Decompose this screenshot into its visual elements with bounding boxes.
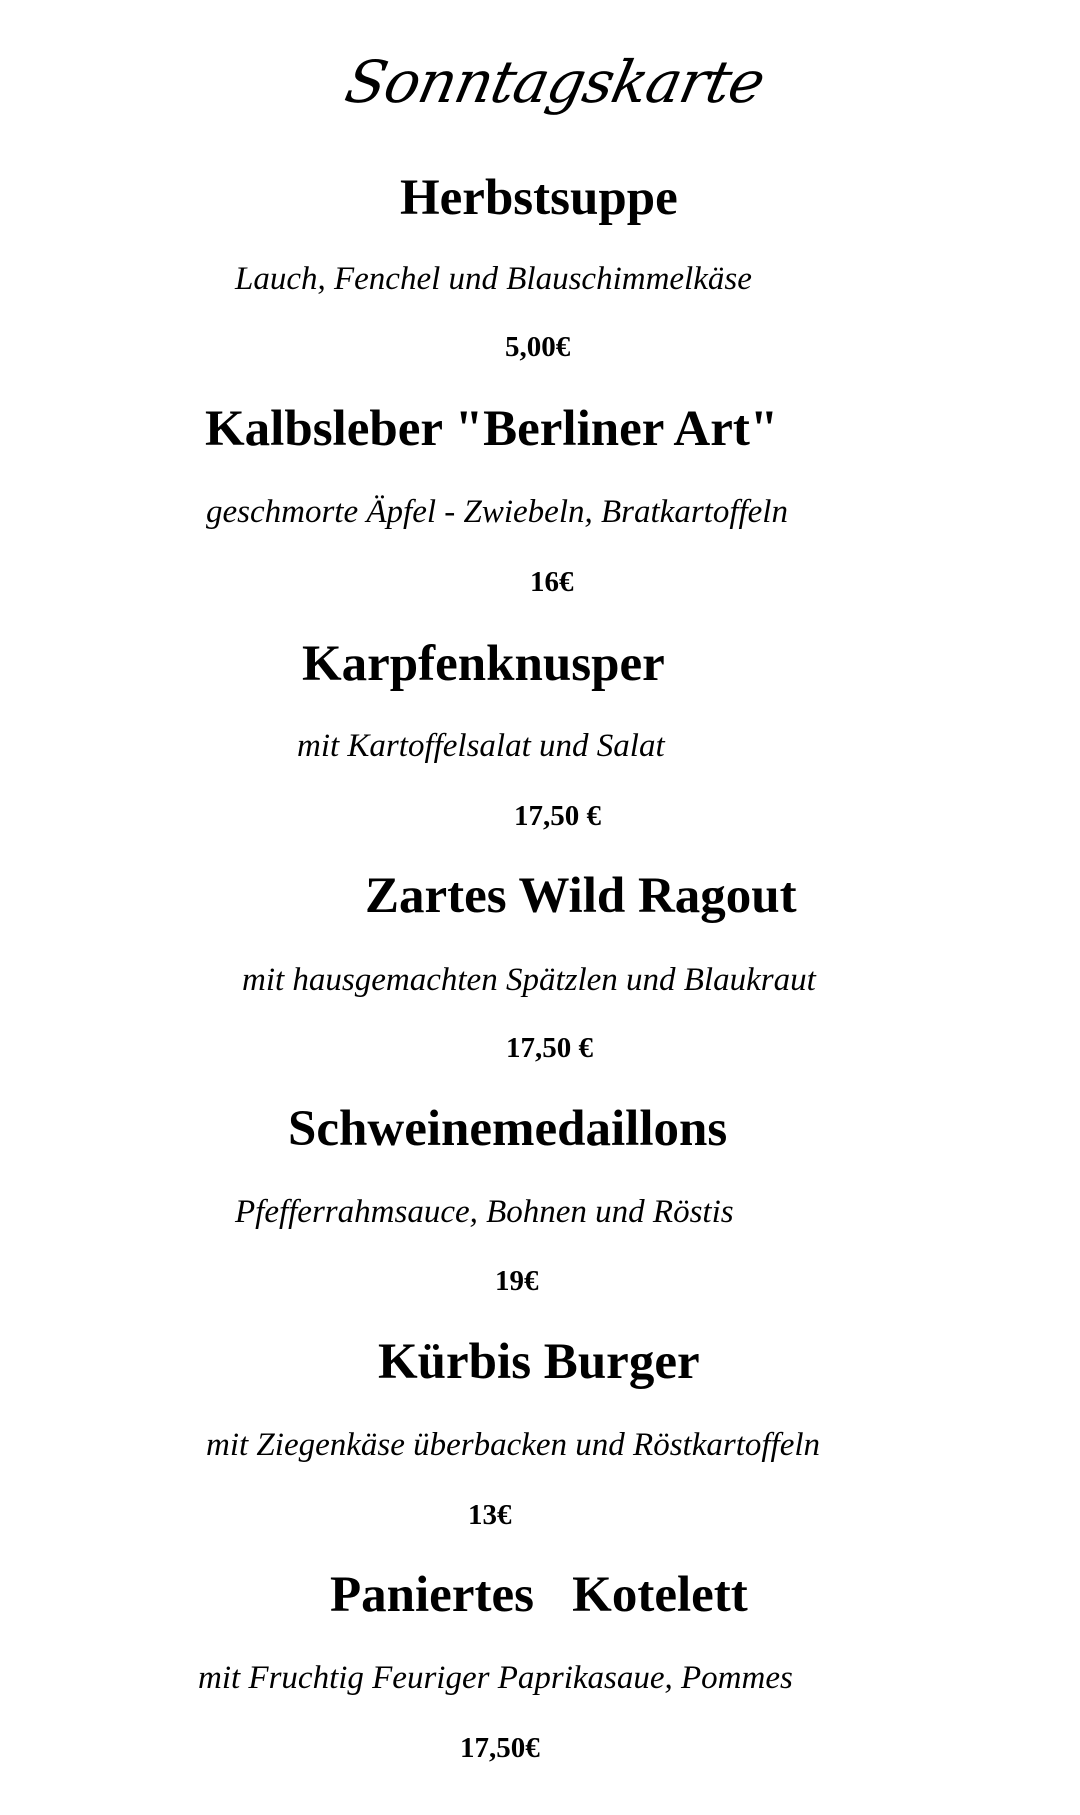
dish-description: mit Kartoffelsalat und Salat [297, 728, 665, 764]
dish-description: mit Fruchtig Feuriger Paprikasaue, Pommes [198, 1660, 793, 1696]
dish-name: Zartes Wild Ragout [365, 868, 797, 924]
dish-name: Schweinemedaillons [288, 1101, 728, 1157]
dish-price: 16€ [530, 566, 574, 598]
dish-name: Kürbis Burger [378, 1334, 700, 1390]
dish-name: Karpfenknusper [302, 636, 665, 692]
menu-title-text: Sonntagskarte [339, 48, 771, 116]
dish-description: Lauch, Fenchel und Blauschimmelkäse [235, 261, 752, 297]
dish-price: 17,50 € [514, 800, 601, 832]
dish-price: 19€ [495, 1265, 539, 1297]
dish-name: Paniertes Kotelett [330, 1567, 748, 1623]
dish-description: Pfefferrahmsauce, Bohnen und Röstis [235, 1194, 734, 1230]
dish-name: Kalbsleber "Berliner Art" [205, 401, 779, 457]
dish-price: 13€ [468, 1499, 512, 1531]
dish-description: mit Ziegenkäse überbacken und Röstkartoffeln [206, 1427, 821, 1463]
dish-name: Herbstsuppe [400, 170, 678, 226]
menu-title [0, 42, 1080, 122]
dish-description: geschmorte Äpfel - Zwiebeln, Bratkartoffeln [206, 494, 788, 530]
dish-price: 17,50€ [460, 1732, 540, 1764]
dish-price: 17,50 € [506, 1032, 593, 1064]
dish-price: 5,00€ [505, 331, 571, 363]
dish-description: mit hausgemachten Spätzlen und Blaukraut [242, 962, 816, 998]
